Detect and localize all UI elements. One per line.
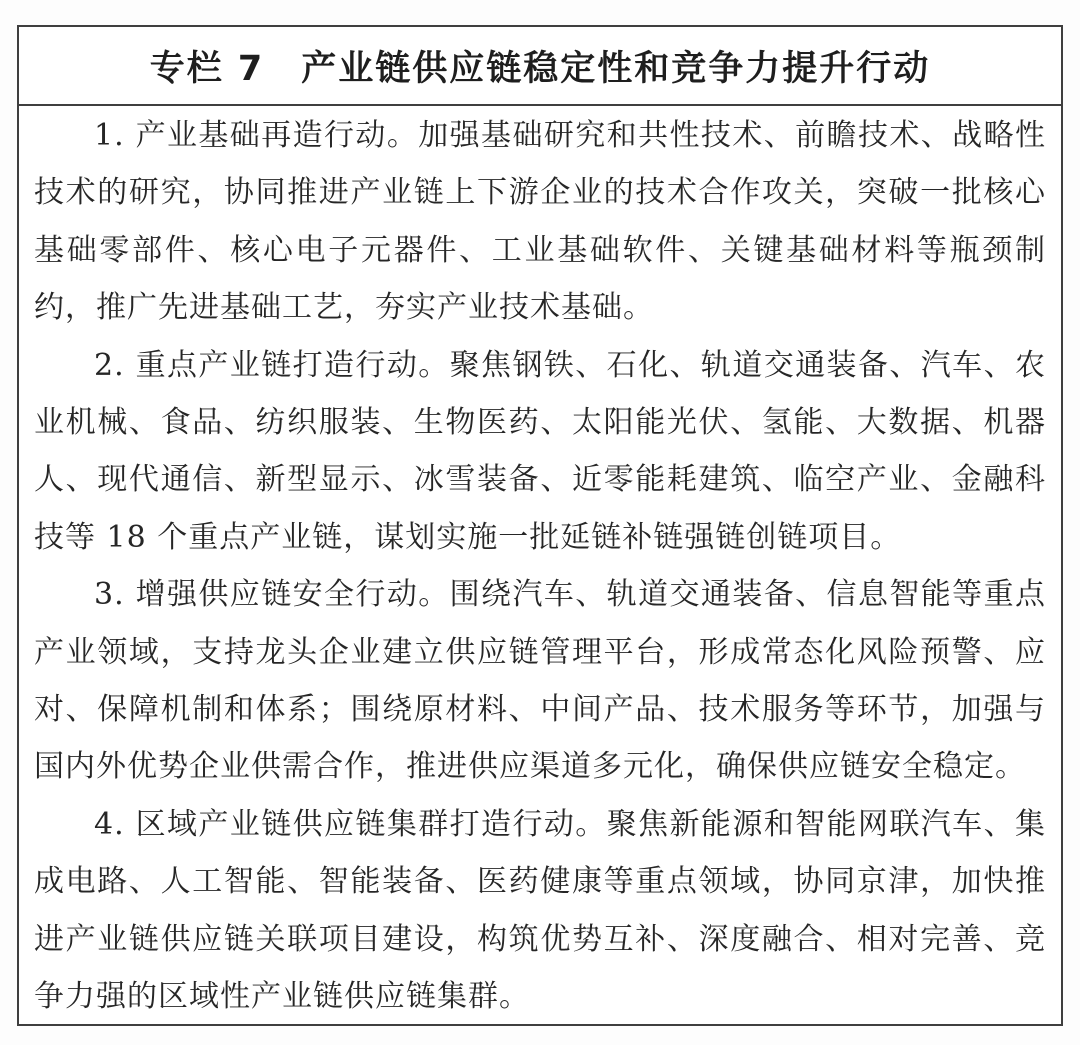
policy-column-box — [17, 25, 1063, 1026]
paragraph: 4. 区域产业链供应链集群打造行动。聚焦新能源和智能网联汽车、集成电路、人工智能、智能装备、医药健康等重点领域，协同京津，加快推进产业链供应链关联项目建设，构筑优势互补、深度融合、相对完善、竞争力强的区域性产业链供应链集群。 — [34, 806, 1046, 1015]
paragraph: 3. 增强供应链安全行动。围绕汽车、轨道交通装备、信息智能等重点产业领域，支持龙头企业建立供应链管理平台，形成常态化风险预警、应对、保障机制和体系；围绕原材料、中间产品、技术服务等环节，加强与国内外优势企业供需合作，推进供应渠道多元化，确保供应链安全稳定。 — [34, 577, 1046, 785]
paragraph: 1. 产业基础再造行动。加强基础研究和共性技术、前瞻技术、战略性技术的研究，协同推进产业链上下游企业的技术合作攻关，突破一批核心基础零部件、核心电子元器件、工业基础软件、关键基础材料等瓶颈制约，推广先进基础工艺，夯实产业技术基础。 — [34, 118, 1046, 326]
paragraph: 2. 重点产业链打造行动。聚焦钢铁、石化、轨道交通装备、汽车、农业机械、食品、纺织服装、生物医药、太阳能光伏、氢能、大数据、机器人、现代通信、新型显示、冰雪装备、近零能耗建筑、临空产业、金融科技等 18 个重点产业链，谋划实施一批延链补链强链创链项目。 — [34, 347, 1046, 555]
panel-body — [19, 106, 1061, 1026]
panel-title: 专栏 7 产业链供应链稳定性和竞争力提升行动 — [19, 27, 1061, 106]
